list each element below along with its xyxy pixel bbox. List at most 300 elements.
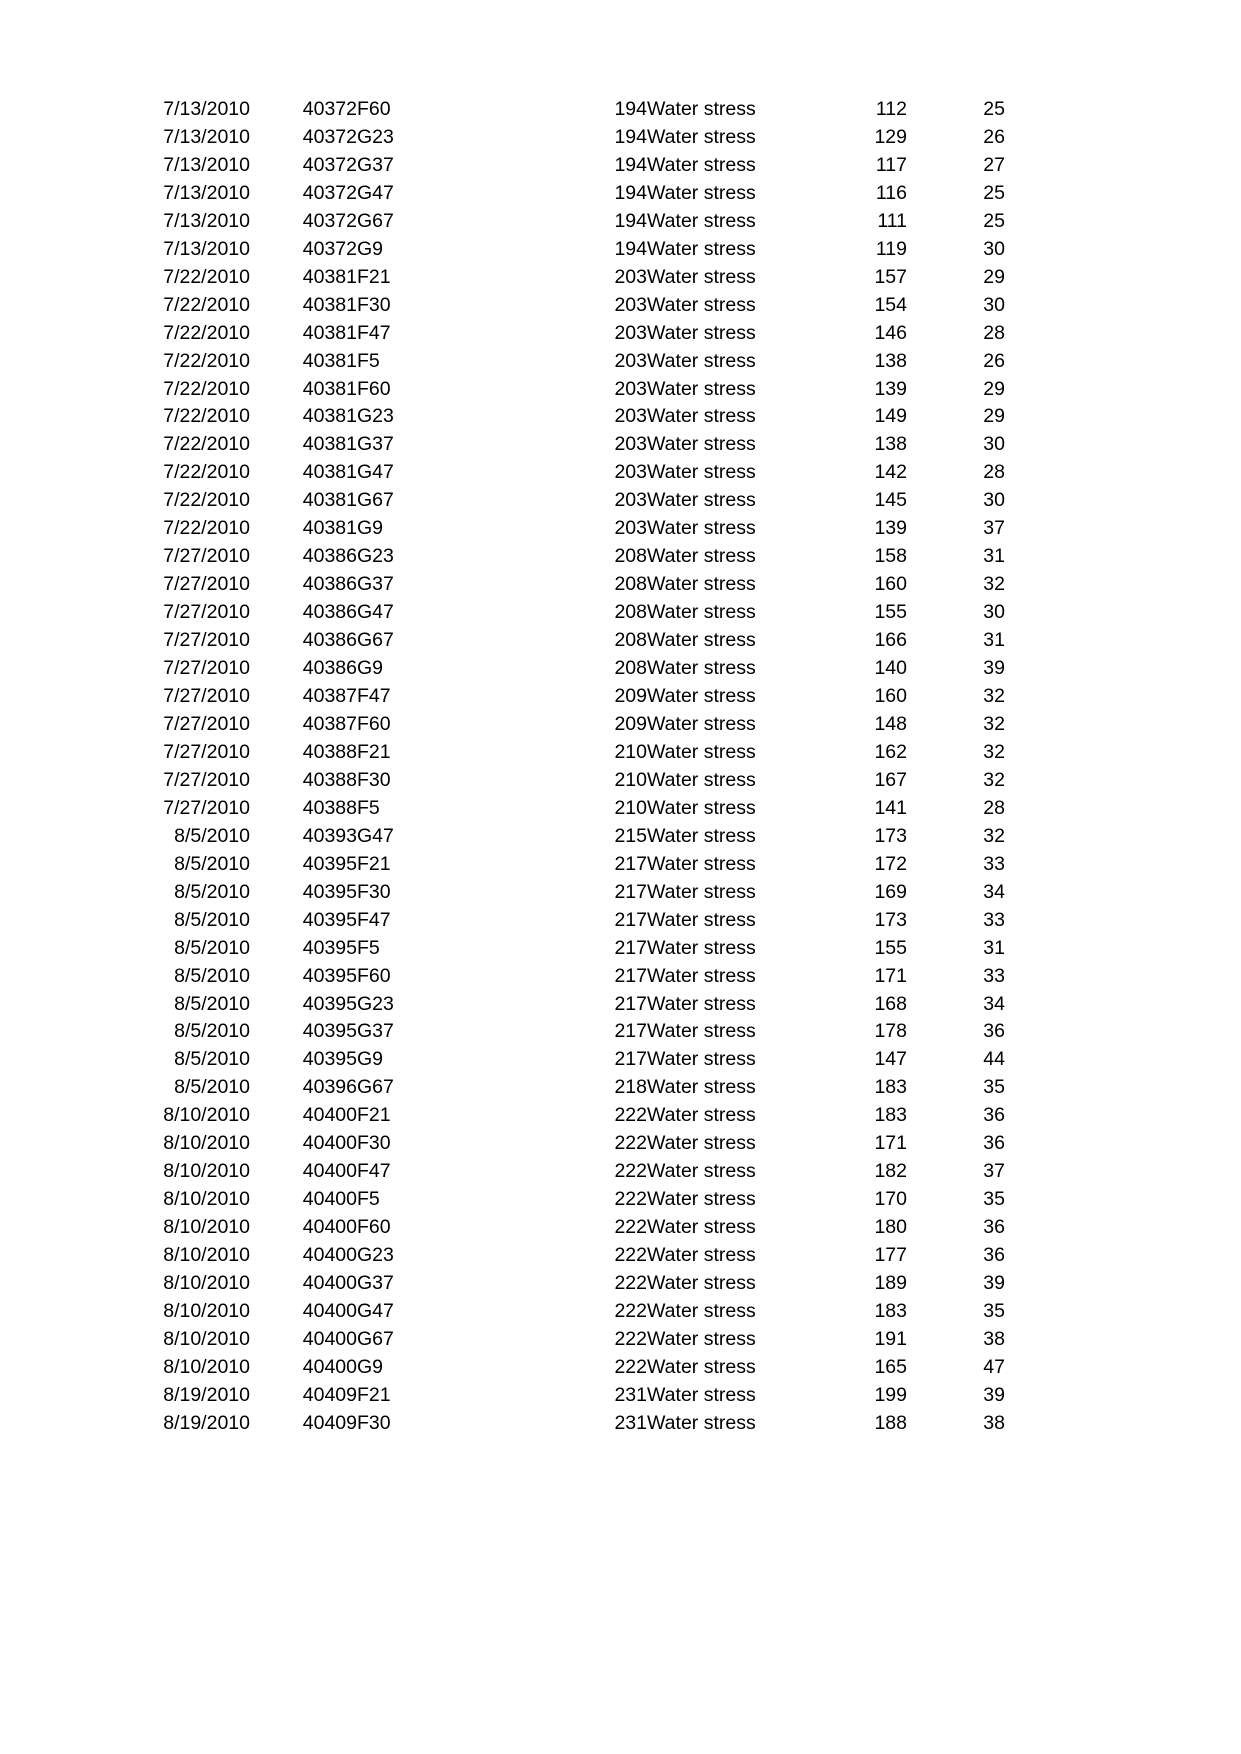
- cell-treatment: Water stress: [647, 1299, 756, 1322]
- cell-date: 8/5/2010: [174, 1076, 250, 1099]
- cell-date: 7/27/2010: [163, 573, 250, 596]
- cell-day: 217: [614, 1048, 647, 1071]
- cell-value2: 33: [983, 964, 1005, 987]
- cell-serial: 40400: [302, 1272, 357, 1295]
- cell-value1: 145: [874, 489, 907, 512]
- cell-date: 7/27/2010: [163, 712, 250, 735]
- cell-value1: 138: [874, 349, 907, 372]
- table-row: [110, 208, 1005, 236]
- cell-plot: G9: [357, 657, 384, 680]
- cell-plot: G47: [357, 1299, 394, 1322]
- cell-treatment: Water stress: [647, 657, 756, 680]
- cell-serial: 40386: [302, 601, 357, 624]
- cell-value1: 158: [874, 545, 907, 568]
- cell-serial: 40395: [302, 964, 357, 987]
- cell-value1: 116: [875, 181, 907, 204]
- cell-value1: 177: [874, 1244, 907, 1267]
- cell-plot: G23: [357, 405, 394, 428]
- cell-value1: 157: [874, 265, 907, 288]
- cell-value2: 28: [983, 321, 1005, 344]
- cell-value2: 39: [983, 657, 1005, 680]
- cell-value2: 29: [983, 265, 1005, 288]
- cell-serial: 40372: [302, 209, 357, 232]
- cell-date: 7/22/2010: [163, 293, 250, 316]
- cell-day: 203: [614, 265, 647, 288]
- cell-value2: 39: [983, 1272, 1005, 1295]
- cell-value1: 168: [874, 992, 907, 1015]
- cell-serial: 40381: [302, 349, 357, 372]
- cell-serial: 40388: [302, 740, 357, 763]
- cell-day: 203: [614, 349, 647, 372]
- cell-date: 8/19/2010: [163, 1383, 250, 1406]
- cell-date: 7/13/2010: [163, 153, 250, 176]
- cell-date: 8/10/2010: [163, 1104, 250, 1127]
- cell-date: 8/10/2010: [163, 1132, 250, 1155]
- cell-date: 7/13/2010: [163, 98, 250, 120]
- cell-value1: 119: [875, 237, 907, 260]
- cell-treatment: Water stress: [647, 209, 756, 232]
- cell-value1: 199: [874, 1383, 907, 1406]
- cell-serial: 40409: [302, 1383, 357, 1406]
- cell-treatment: Water stress: [647, 98, 756, 120]
- table-row: [110, 739, 1005, 767]
- cell-value1: 183: [874, 1104, 907, 1127]
- cell-value1: 169: [874, 880, 907, 903]
- cell-treatment: Water stress: [647, 1216, 756, 1239]
- cell-value1: 139: [874, 377, 907, 400]
- cell-day: 217: [614, 936, 647, 959]
- cell-day: 194: [614, 237, 647, 260]
- cell-value1: 188: [874, 1411, 907, 1434]
- cell-plot: F30: [357, 880, 391, 903]
- cell-value1: 112: [875, 98, 907, 120]
- cell-value1: 140: [874, 657, 907, 680]
- cell-value2: 32: [983, 824, 1005, 847]
- cell-plot: G67: [357, 1327, 394, 1350]
- cell-day: 217: [614, 908, 647, 931]
- cell-serial: 40372: [302, 125, 357, 148]
- table-row: [110, 1298, 1005, 1326]
- table-row: [110, 1186, 1005, 1214]
- cell-value2: 25: [983, 98, 1005, 120]
- cell-value1: 111: [877, 209, 907, 232]
- cell-value2: 33: [983, 908, 1005, 931]
- cell-value2: 38: [983, 1411, 1005, 1434]
- cell-plot: G67: [357, 629, 394, 652]
- cell-plot: F30: [357, 768, 391, 791]
- cell-serial: 40372: [302, 237, 357, 260]
- table-row: [110, 1130, 1005, 1158]
- cell-value2: 36: [983, 1104, 1005, 1127]
- cell-value2: 30: [983, 237, 1005, 260]
- cell-plot: F60: [357, 98, 391, 120]
- cell-day: 203: [614, 461, 647, 484]
- cell-plot: G67: [357, 209, 394, 232]
- cell-day: 217: [614, 1020, 647, 1043]
- cell-plot: F5: [357, 936, 380, 959]
- cell-day: 222: [614, 1132, 647, 1155]
- table-row: [110, 292, 1005, 320]
- cell-date: 8/5/2010: [174, 908, 250, 931]
- cell-treatment: Water stress: [647, 153, 756, 176]
- cell-value2: 33: [983, 852, 1005, 875]
- cell-value1: 173: [874, 908, 907, 931]
- cell-plot: G47: [357, 824, 394, 847]
- table-row: [110, 627, 1005, 655]
- cell-date: 7/22/2010: [163, 377, 250, 400]
- cell-date: 8/5/2010: [174, 852, 250, 875]
- cell-date: 7/27/2010: [163, 545, 250, 568]
- cell-serial: 40388: [302, 768, 357, 791]
- cell-date: 7/27/2010: [163, 685, 250, 708]
- cell-value2: 31: [983, 936, 1005, 959]
- cell-value1: 129: [874, 125, 907, 148]
- cell-plot: F21: [357, 1383, 391, 1406]
- cell-day: 231: [614, 1383, 647, 1406]
- cell-value2: 28: [983, 796, 1005, 819]
- cell-plot: G23: [357, 125, 394, 148]
- cell-treatment: Water stress: [647, 1188, 756, 1211]
- cell-serial: 40395: [302, 852, 357, 875]
- cell-serial: 40386: [302, 573, 357, 596]
- cell-date: 8/5/2010: [174, 1048, 250, 1071]
- cell-treatment: Water stress: [647, 125, 756, 148]
- table-row: [110, 795, 1005, 823]
- cell-date: 8/10/2010: [163, 1244, 250, 1267]
- cell-serial: 40381: [302, 433, 357, 456]
- table-row: [110, 907, 1005, 935]
- cell-plot: F60: [357, 964, 391, 987]
- cell-plot: G9: [357, 1355, 384, 1378]
- cell-value1: 182: [874, 1160, 907, 1183]
- cell-value1: 173: [874, 824, 907, 847]
- cell-value2: 28: [983, 461, 1005, 484]
- cell-treatment: Water stress: [647, 1076, 756, 1099]
- cell-treatment: Water stress: [647, 629, 756, 652]
- cell-day: 194: [614, 98, 647, 120]
- table-row: [110, 683, 1005, 711]
- cell-plot: F21: [357, 740, 391, 763]
- cell-value2: 32: [983, 768, 1005, 791]
- cell-treatment: Water stress: [647, 1104, 756, 1127]
- data-table: [110, 96, 1005, 1438]
- cell-day: 203: [614, 321, 647, 344]
- cell-date: 7/27/2010: [163, 629, 250, 652]
- cell-treatment: Water stress: [647, 1020, 756, 1043]
- cell-date: 7/27/2010: [163, 768, 250, 791]
- cell-date: 7/13/2010: [163, 209, 250, 232]
- cell-date: 7/22/2010: [163, 405, 250, 428]
- cell-treatment: Water stress: [647, 824, 756, 847]
- cell-date: 7/22/2010: [163, 433, 250, 456]
- cell-date: 8/5/2010: [174, 824, 250, 847]
- cell-date: 8/5/2010: [174, 992, 250, 1015]
- cell-treatment: Water stress: [647, 1160, 756, 1183]
- cell-serial: 40386: [302, 657, 357, 680]
- cell-treatment: Water stress: [647, 1411, 756, 1434]
- cell-date: 7/22/2010: [163, 517, 250, 540]
- cell-day: 209: [614, 685, 647, 708]
- table-row: [110, 1074, 1005, 1102]
- cell-day: 222: [614, 1299, 647, 1322]
- cell-day: 222: [614, 1272, 647, 1295]
- table-row: [110, 376, 1005, 404]
- cell-serial: 40381: [302, 265, 357, 288]
- cell-value1: 147: [874, 1048, 907, 1071]
- cell-serial: 40381: [302, 461, 357, 484]
- cell-serial: 40381: [302, 405, 357, 428]
- cell-day: 203: [614, 293, 647, 316]
- cell-value1: 162: [874, 740, 907, 763]
- cell-plot: G9: [357, 237, 384, 260]
- cell-plot: F21: [357, 265, 391, 288]
- cell-serial: 40395: [302, 1048, 357, 1071]
- cell-day: 203: [614, 405, 647, 428]
- table-row: [110, 599, 1005, 627]
- cell-plot: G23: [357, 545, 394, 568]
- cell-plot: F5: [357, 1188, 380, 1211]
- cell-serial: 40400: [302, 1299, 357, 1322]
- cell-treatment: Water stress: [647, 293, 756, 316]
- cell-serial: 40381: [302, 377, 357, 400]
- cell-value2: 36: [983, 1244, 1005, 1267]
- cell-day: 217: [614, 880, 647, 903]
- cell-plot: G47: [357, 461, 394, 484]
- table-row: [110, 459, 1005, 487]
- cell-value2: 35: [983, 1188, 1005, 1211]
- cell-plot: F5: [357, 349, 380, 372]
- cell-date: 8/5/2010: [174, 964, 250, 987]
- cell-date: 7/22/2010: [163, 265, 250, 288]
- table-row: [110, 1102, 1005, 1130]
- cell-serial: 40386: [302, 629, 357, 652]
- cell-date: 7/27/2010: [163, 796, 250, 819]
- cell-serial: 40381: [302, 293, 357, 316]
- cell-treatment: Water stress: [647, 852, 756, 875]
- table-row: [110, 935, 1005, 963]
- cell-treatment: Water stress: [647, 1132, 756, 1155]
- cell-value2: 26: [983, 125, 1005, 148]
- cell-serial: 40388: [302, 796, 357, 819]
- table-row: [110, 487, 1005, 515]
- cell-date: 7/22/2010: [163, 489, 250, 512]
- cell-treatment: Water stress: [647, 545, 756, 568]
- cell-treatment: Water stress: [647, 377, 756, 400]
- cell-value1: 189: [874, 1272, 907, 1295]
- cell-date: 7/13/2010: [163, 125, 250, 148]
- cell-value2: 37: [983, 517, 1005, 540]
- table-row: [110, 403, 1005, 431]
- cell-day: 203: [614, 517, 647, 540]
- cell-date: 7/27/2010: [163, 657, 250, 680]
- cell-day: 231: [614, 1411, 647, 1434]
- cell-treatment: Water stress: [647, 1048, 756, 1071]
- cell-serial: 40395: [302, 880, 357, 903]
- cell-value2: 31: [983, 545, 1005, 568]
- cell-day: 215: [614, 824, 647, 847]
- table-row: [110, 655, 1005, 683]
- cell-serial: 40387: [302, 712, 357, 735]
- cell-treatment: Water stress: [647, 992, 756, 1015]
- cell-treatment: Water stress: [647, 1327, 756, 1350]
- cell-plot: F60: [357, 712, 391, 735]
- cell-date: 8/10/2010: [163, 1188, 250, 1211]
- cell-treatment: Water stress: [647, 1355, 756, 1378]
- cell-date: 8/5/2010: [174, 1020, 250, 1043]
- cell-day: 209: [614, 712, 647, 735]
- cell-day: 208: [614, 657, 647, 680]
- cell-serial: 40395: [302, 1020, 357, 1043]
- cell-plot: G37: [357, 1272, 394, 1295]
- cell-treatment: Water stress: [647, 908, 756, 931]
- cell-day: 210: [614, 740, 647, 763]
- cell-treatment: Water stress: [647, 1244, 756, 1267]
- table-row: [110, 180, 1005, 208]
- cell-value2: 32: [983, 573, 1005, 596]
- cell-day: 208: [614, 601, 647, 624]
- cell-value1: 155: [874, 601, 907, 624]
- cell-treatment: Water stress: [647, 433, 756, 456]
- cell-treatment: Water stress: [647, 237, 756, 260]
- cell-plot: F30: [357, 1132, 391, 1155]
- cell-value1: 167: [874, 768, 907, 791]
- cell-date: 8/10/2010: [163, 1299, 250, 1322]
- cell-serial: 40387: [302, 685, 357, 708]
- cell-value2: 30: [983, 489, 1005, 512]
- cell-serial: 40372: [302, 153, 357, 176]
- cell-value2: 35: [983, 1299, 1005, 1322]
- cell-value2: 39: [983, 1383, 1005, 1406]
- cell-date: 8/19/2010: [163, 1411, 250, 1434]
- table-row: [110, 320, 1005, 348]
- table-row: [110, 348, 1005, 376]
- cell-day: 203: [614, 377, 647, 400]
- table-row: [110, 515, 1005, 543]
- cell-serial: 40400: [302, 1244, 357, 1267]
- table-row: [110, 1382, 1005, 1410]
- cell-day: 194: [614, 181, 647, 204]
- cell-treatment: Water stress: [647, 265, 756, 288]
- cell-day: 210: [614, 796, 647, 819]
- cell-plot: G67: [357, 1076, 394, 1099]
- table-body: [110, 96, 1005, 1438]
- cell-value1: 160: [874, 573, 907, 596]
- cell-value2: 47: [983, 1355, 1005, 1378]
- cell-day: 222: [614, 1160, 647, 1183]
- cell-value2: 35: [983, 1076, 1005, 1099]
- cell-date: 7/13/2010: [163, 237, 250, 260]
- cell-day: 218: [614, 1076, 647, 1099]
- cell-value2: 26: [983, 349, 1005, 372]
- cell-plot: F60: [357, 1216, 391, 1239]
- cell-serial: 40381: [302, 321, 357, 344]
- cell-treatment: Water stress: [647, 685, 756, 708]
- cell-plot: F47: [357, 321, 391, 344]
- cell-treatment: Water stress: [647, 405, 756, 428]
- cell-value2: 25: [983, 209, 1005, 232]
- cell-treatment: Water stress: [647, 936, 756, 959]
- cell-serial: 40395: [302, 936, 357, 959]
- cell-value2: 30: [983, 293, 1005, 316]
- cell-value1: 171: [874, 964, 907, 987]
- cell-serial: 40372: [302, 181, 357, 204]
- cell-date: 8/10/2010: [163, 1355, 250, 1378]
- cell-treatment: Water stress: [647, 321, 756, 344]
- cell-value1: 172: [874, 852, 907, 875]
- table-row: [110, 1242, 1005, 1270]
- cell-value2: 30: [983, 601, 1005, 624]
- cell-value1: 166: [874, 629, 907, 652]
- cell-value2: 38: [983, 1327, 1005, 1350]
- cell-serial: 40400: [302, 1104, 357, 1127]
- cell-treatment: Water stress: [647, 1272, 756, 1295]
- table-row: [110, 991, 1005, 1019]
- cell-treatment: Water stress: [647, 517, 756, 540]
- cell-plot: F30: [357, 293, 391, 316]
- cell-plot: G47: [357, 181, 394, 204]
- cell-plot: F21: [357, 852, 391, 875]
- cell-treatment: Water stress: [647, 796, 756, 819]
- cell-date: 8/10/2010: [163, 1160, 250, 1183]
- cell-value2: 36: [983, 1132, 1005, 1155]
- cell-day: 222: [614, 1327, 647, 1350]
- cell-treatment: Water stress: [647, 964, 756, 987]
- cell-serial: 40381: [302, 489, 357, 512]
- cell-value1: 138: [874, 433, 907, 456]
- cell-serial: 40400: [302, 1132, 357, 1155]
- cell-value1: 155: [874, 936, 907, 959]
- cell-value1: 165: [874, 1355, 907, 1378]
- cell-day: 222: [614, 1104, 647, 1127]
- cell-treatment: Water stress: [647, 181, 756, 204]
- cell-serial: 40400: [302, 1355, 357, 1378]
- cell-day: 217: [614, 992, 647, 1015]
- cell-serial: 40395: [302, 992, 357, 1015]
- table-row: [110, 1270, 1005, 1298]
- cell-date: 7/27/2010: [163, 601, 250, 624]
- cell-value2: 29: [983, 405, 1005, 428]
- cell-value2: 31: [983, 629, 1005, 652]
- cell-treatment: Water stress: [647, 768, 756, 791]
- cell-date: 7/22/2010: [163, 321, 250, 344]
- table-row: [110, 1018, 1005, 1046]
- cell-value1: 180: [874, 1216, 907, 1239]
- cell-treatment: Water stress: [647, 880, 756, 903]
- cell-value1: 117: [875, 153, 907, 176]
- table-row: [110, 963, 1005, 991]
- cell-plot: G47: [357, 601, 394, 624]
- cell-value2: 36: [983, 1020, 1005, 1043]
- table-row: [110, 96, 1005, 124]
- cell-serial: 40400: [302, 1327, 357, 1350]
- cell-value2: 37: [983, 1160, 1005, 1183]
- cell-plot: G37: [357, 573, 394, 596]
- cell-date: 8/10/2010: [163, 1216, 250, 1239]
- cell-treatment: Water stress: [647, 349, 756, 372]
- table-row: [110, 1158, 1005, 1186]
- cell-day: 217: [614, 964, 647, 987]
- cell-date: 7/27/2010: [163, 740, 250, 763]
- table-row: [110, 823, 1005, 851]
- cell-day: 222: [614, 1355, 647, 1378]
- table-row: [110, 1326, 1005, 1354]
- cell-value2: 29: [983, 377, 1005, 400]
- cell-plot: G37: [357, 153, 394, 176]
- cell-day: 194: [614, 125, 647, 148]
- cell-value1: 149: [874, 405, 907, 428]
- cell-value1: 139: [874, 517, 907, 540]
- cell-plot: G9: [357, 517, 384, 540]
